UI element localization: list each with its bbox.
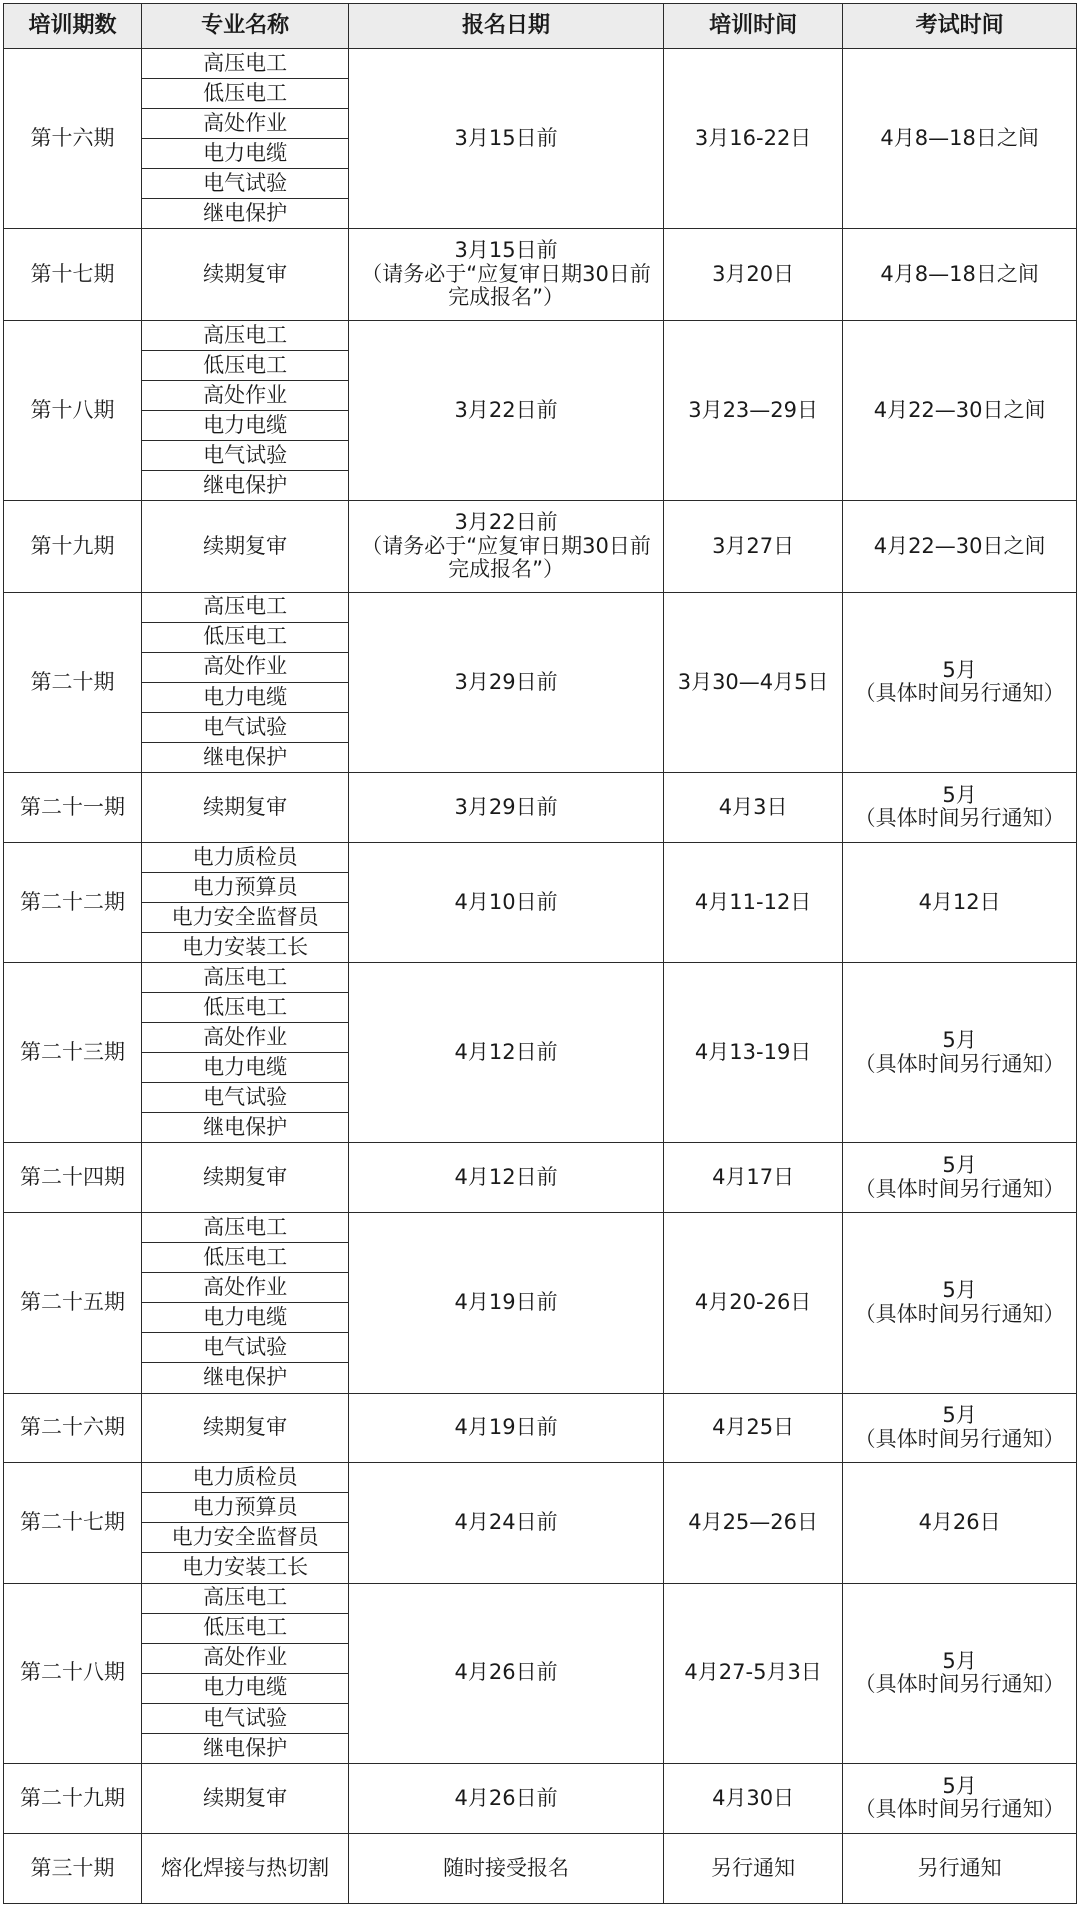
major-cell: 电气试验 <box>142 169 349 199</box>
major-cell: 续期复审 <box>142 1393 349 1463</box>
major-cell: 续期复审 <box>142 501 349 592</box>
exam-time-cell <box>843 1583 1077 1763</box>
major-cell: 电力安全监督员 <box>142 902 349 932</box>
signup-date-cell <box>349 1213 664 1393</box>
signup-date-cell-line: 4月10日前 <box>454 889 558 914</box>
major-cell: 电力质检员 <box>142 1463 349 1493</box>
signup-date-cell-line: 4月24日前 <box>454 1510 558 1535</box>
signup-date-cell-line: 3月22日前 <box>454 510 558 535</box>
header-exam-time: 考试时间 <box>843 4 1077 49</box>
exam-time-cell-line: 4月8—18日之间 <box>880 125 1039 150</box>
major-cell: 高压电工 <box>142 320 349 350</box>
major-cell: 电力电缆 <box>142 139 349 169</box>
training-time-cell <box>664 1393 843 1463</box>
exam-time-cell <box>843 1763 1077 1833</box>
signup-date-cell <box>349 1763 664 1833</box>
training-time-cell <box>664 1583 843 1763</box>
major-cell: 高处作业 <box>142 109 349 139</box>
major-cell: 高处作业 <box>142 1023 349 1053</box>
training-time-cell <box>664 1143 843 1213</box>
signup-date-cell-line: 3月22日前 <box>454 397 558 422</box>
signup-date-cell-line: 4月26日前 <box>454 1660 558 1685</box>
exam-time-cell <box>843 49 1077 229</box>
major-cell: 继电保护 <box>142 1113 349 1143</box>
training-time-cell-line: 3月23—29日 <box>688 397 819 422</box>
major-cell: 高压电工 <box>142 1583 349 1613</box>
training-time-cell <box>664 49 843 229</box>
training-time-cell <box>664 1763 843 1833</box>
exam-time-cell <box>843 320 1077 500</box>
major-cell: 电气试验 <box>142 1703 349 1733</box>
exam-time-cell-line: （具体时间另行通知） <box>854 1176 1065 1201</box>
major-cell: 低压电工 <box>142 622 349 652</box>
major-cell: 电力预算员 <box>142 1493 349 1523</box>
major-cell: 低压电工 <box>142 79 349 109</box>
period-cell: 第二十一期 <box>4 772 142 842</box>
table-row <box>4 501 1077 592</box>
exam-time-cell-line: 4月12日 <box>918 889 1001 914</box>
signup-date-cell-line: 4月19日前 <box>454 1290 558 1315</box>
major-cell: 续期复审 <box>142 1143 349 1213</box>
signup-date-cell-line: 4月12日前 <box>454 1164 558 1189</box>
table-row <box>4 229 1077 320</box>
exam-time-cell <box>843 501 1077 592</box>
period-cell: 第二十九期 <box>4 1763 142 1833</box>
exam-time-cell-line: （具体时间另行通知） <box>854 1797 1065 1822</box>
training-time-cell-line: 3月30—4月5日 <box>677 669 829 694</box>
period-cell: 第二十七期 <box>4 1463 142 1583</box>
major-cell: 续期复审 <box>142 772 349 842</box>
signup-date-cell-line: 3月29日前 <box>454 794 558 819</box>
exam-time-cell-line: 5月 <box>942 1278 977 1303</box>
signup-date-cell <box>349 1393 664 1463</box>
header-major: 专业名称 <box>142 4 349 49</box>
signup-date-cell-line: （请务必于“应复审日期30日前 <box>361 261 651 286</box>
period-cell: 第十九期 <box>4 501 142 592</box>
training-time-cell-line: 3月20日 <box>712 261 795 286</box>
major-cell: 电气试验 <box>142 712 349 742</box>
signup-date-cell <box>349 229 664 320</box>
signup-date-cell-line: 4月19日前 <box>454 1415 558 1440</box>
table-row <box>4 49 1077 79</box>
signup-date-cell <box>349 1143 664 1213</box>
major-cell: 电力电缆 <box>142 410 349 440</box>
major-cell: 电力电缆 <box>142 1053 349 1083</box>
major-cell: 高压电工 <box>142 962 349 992</box>
table-row <box>4 1213 1077 1243</box>
exam-time-cell <box>843 962 1077 1142</box>
period-cell: 第十七期 <box>4 229 142 320</box>
signup-date-cell-line: 4月12日前 <box>454 1039 558 1064</box>
exam-time-cell-line: （具体时间另行通知） <box>854 1301 1065 1326</box>
period-cell: 第二十二期 <box>4 842 142 962</box>
exam-time-cell-line: 5月 <box>942 1028 977 1053</box>
exam-time-cell-line: 4月22—30日之间 <box>873 533 1046 558</box>
exam-time-cell-line: 5月 <box>942 1773 977 1798</box>
training-time-cell-line: 4月25日 <box>712 1415 795 1440</box>
major-cell: 低压电工 <box>142 350 349 380</box>
major-cell: 电力电缆 <box>142 1673 349 1703</box>
table-row <box>4 772 1077 842</box>
training-time-cell-line: 另行通知 <box>711 1855 796 1880</box>
major-cell: 继电保护 <box>142 471 349 501</box>
period-cell: 第十六期 <box>4 49 142 229</box>
exam-time-cell-line: 5月 <box>942 1403 977 1428</box>
major-cell: 高处作业 <box>142 1643 349 1673</box>
exam-time-cell-line: （具体时间另行通知） <box>854 1672 1065 1697</box>
major-cell: 续期复审 <box>142 1763 349 1833</box>
period-cell: 第二十四期 <box>4 1143 142 1213</box>
major-cell: 电气试验 <box>142 1083 349 1113</box>
training-time-cell <box>664 962 843 1142</box>
signup-date-cell-line: 4月26日前 <box>454 1785 558 1810</box>
table-row <box>4 1143 1077 1213</box>
period-cell: 第二十八期 <box>4 1583 142 1763</box>
major-cell: 电力电缆 <box>142 1303 349 1333</box>
exam-time-cell-line: 4月8—18日之间 <box>880 261 1039 286</box>
period-cell: 第二十期 <box>4 592 142 772</box>
table-body <box>4 49 1077 1904</box>
training-time-cell-line: 4月30日 <box>712 1785 795 1810</box>
signup-date-cell <box>349 1463 664 1583</box>
table-row <box>4 1763 1077 1833</box>
table-row <box>4 1393 1077 1463</box>
exam-time-cell <box>843 229 1077 320</box>
major-cell: 续期复审 <box>142 229 349 320</box>
signup-date-cell <box>349 842 664 962</box>
major-cell: 高处作业 <box>142 652 349 682</box>
exam-time-cell-line: （具体时间另行通知） <box>854 1426 1065 1451</box>
major-cell: 电力质检员 <box>142 842 349 872</box>
major-cell: 电力预算员 <box>142 872 349 902</box>
major-cell: 电力安装工长 <box>142 932 349 962</box>
major-cell: 电力电缆 <box>142 682 349 712</box>
major-cell: 继电保护 <box>142 1363 349 1393</box>
table-row <box>4 320 1077 350</box>
major-cell: 低压电工 <box>142 993 349 1023</box>
signup-date-cell <box>349 49 664 229</box>
signup-date-cell <box>349 592 664 772</box>
exam-time-cell-line: （具体时间另行通知） <box>854 806 1065 831</box>
signup-date-cell-line: 3月15日前 <box>454 125 558 150</box>
exam-time-cell-line: 5月 <box>942 782 977 807</box>
major-cell: 电气试验 <box>142 441 349 471</box>
major-cell: 低压电工 <box>142 1613 349 1643</box>
exam-time-cell-line: 另行通知 <box>917 1855 1002 1880</box>
header-signup-date: 报名日期 <box>349 4 664 49</box>
major-cell: 熔化焊接与热切割 <box>142 1833 349 1903</box>
major-cell: 电气试验 <box>142 1333 349 1363</box>
table-row <box>4 1583 1077 1613</box>
major-cell: 高处作业 <box>142 380 349 410</box>
training-time-cell-line: 4月11-12日 <box>694 889 812 914</box>
period-cell: 第三十期 <box>4 1833 142 1903</box>
exam-time-cell <box>843 1213 1077 1393</box>
major-cell: 高压电工 <box>142 1213 349 1243</box>
signup-date-cell-line: 随时接受报名 <box>443 1855 570 1880</box>
exam-time-cell-line: 5月 <box>942 1153 977 1178</box>
exam-time-cell <box>843 1463 1077 1583</box>
header-period: 培训期数 <box>4 4 142 49</box>
header-row <box>4 4 1077 49</box>
period-cell: 第二十五期 <box>4 1213 142 1393</box>
signup-date-cell-line: 完成报名”） <box>448 285 564 310</box>
period-cell: 第二十六期 <box>4 1393 142 1463</box>
signup-date-cell-line: 3月29日前 <box>454 669 558 694</box>
major-cell: 继电保护 <box>142 742 349 772</box>
major-cell: 低压电工 <box>142 1243 349 1273</box>
major-cell: 高处作业 <box>142 1273 349 1303</box>
training-time-cell <box>664 1213 843 1393</box>
exam-time-cell <box>843 772 1077 842</box>
training-time-cell-line: 4月3日 <box>718 794 788 819</box>
major-cell: 继电保护 <box>142 199 349 229</box>
signup-date-cell-line: 完成报名”） <box>448 557 564 582</box>
signup-date-cell-line: 3月15日前 <box>454 238 558 263</box>
training-time-cell <box>664 592 843 772</box>
exam-time-cell-line: （具体时间另行通知） <box>854 1051 1065 1076</box>
exam-time-cell <box>843 1833 1077 1903</box>
signup-date-cell <box>349 1583 664 1763</box>
table-row <box>4 1463 1077 1493</box>
major-cell: 电力安全监督员 <box>142 1523 349 1553</box>
period-cell: 第十八期 <box>4 320 142 500</box>
training-time-cell-line: 4月17日 <box>712 1164 795 1189</box>
training-time-cell <box>664 320 843 500</box>
signup-date-cell <box>349 501 664 592</box>
signup-date-cell <box>349 772 664 842</box>
training-time-cell <box>664 229 843 320</box>
period-cell: 第二十三期 <box>4 962 142 1142</box>
exam-time-cell <box>843 842 1077 962</box>
training-schedule-table <box>3 3 1077 1904</box>
major-cell: 继电保护 <box>142 1733 349 1763</box>
training-time-cell <box>664 1833 843 1903</box>
exam-time-cell <box>843 592 1077 772</box>
training-time-cell <box>664 501 843 592</box>
major-cell: 高压电工 <box>142 49 349 79</box>
header-training-time: 培训时间 <box>664 4 843 49</box>
exam-time-cell-line: 5月 <box>942 657 977 682</box>
training-time-cell <box>664 772 843 842</box>
exam-time-cell-line: 4月22—30日之间 <box>873 397 1046 422</box>
exam-time-cell-line: 5月 <box>942 1648 977 1673</box>
signup-date-cell-line: （请务必于“应复审日期30日前 <box>361 533 651 558</box>
training-time-cell-line: 3月27日 <box>712 533 795 558</box>
signup-date-cell <box>349 1833 664 1903</box>
major-cell: 电力安装工长 <box>142 1553 349 1583</box>
exam-time-cell-line: （具体时间另行通知） <box>854 681 1065 706</box>
exam-time-cell <box>843 1393 1077 1463</box>
exam-time-cell <box>843 1143 1077 1213</box>
training-time-cell <box>664 1463 843 1583</box>
table-row <box>4 962 1077 992</box>
signup-date-cell <box>349 962 664 1142</box>
exam-time-cell-line: 4月26日 <box>918 1510 1001 1535</box>
table-row <box>4 1833 1077 1903</box>
signup-date-cell <box>349 320 664 500</box>
training-time-cell-line: 4月25—26日 <box>688 1510 819 1535</box>
training-time-cell-line: 4月13-19日 <box>694 1039 812 1064</box>
training-time-cell-line: 4月27-5月3日 <box>684 1660 822 1685</box>
training-time-cell-line: 3月16-22日 <box>694 125 812 150</box>
table-row <box>4 842 1077 872</box>
table-row <box>4 592 1077 622</box>
training-time-cell <box>664 842 843 962</box>
training-time-cell-line: 4月20-26日 <box>694 1290 812 1315</box>
major-cell: 高压电工 <box>142 592 349 622</box>
